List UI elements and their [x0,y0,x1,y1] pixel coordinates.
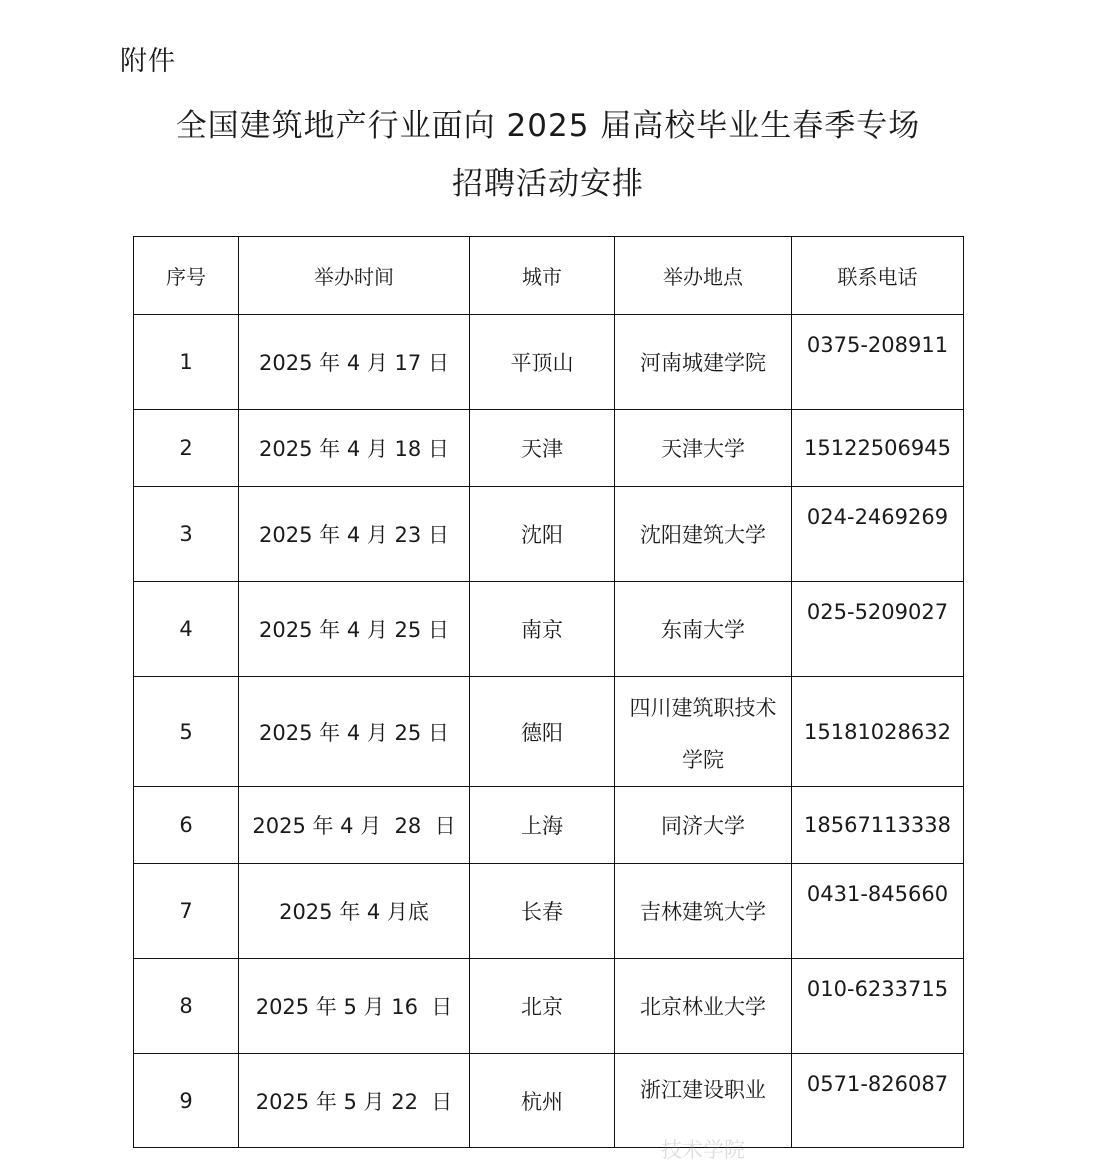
row-venue: 同济大学 [615,787,792,864]
row-date: 2025 年 4 月 25 日 [239,582,470,677]
row-phone: 0375-208911 [792,315,964,410]
row-phone: 010-6233715 [792,959,964,1054]
row-no: 3 [134,487,239,582]
venue-line-2: 技术学院 [661,1138,745,1162]
row-venue: 东南大学 [615,582,792,677]
table-header-row [134,237,964,315]
table-row [134,1054,964,1148]
row-venue: 天津大学 [615,410,792,487]
row-date: 2025 年 4 月底 [239,864,470,959]
header-phone: 联系电话 [792,237,964,315]
row-date: 2025 年 4 月 28 日 [239,787,470,864]
row-no: 7 [134,864,239,959]
document-title-line-1: 全国建筑地产行业面向 2025 届高校毕业生春季专场 [175,108,921,144]
table-row [134,787,964,864]
row-no: 2 [134,410,239,487]
row-date: 2025 年 4 月 18 日 [239,410,470,487]
header-no: 序号 [134,237,239,315]
row-date: 2025 年 4 月 17 日 [239,315,470,410]
venue-clip [615,1054,791,1162]
row-date: 2025 年 5 月 22 日 [239,1054,470,1148]
row-city: 南京 [470,582,615,677]
row-city: 长春 [470,864,615,959]
row-no: 5 [134,677,239,787]
row-city: 北京 [470,959,615,1054]
table-row [134,864,964,959]
table-row [134,410,964,487]
row-city: 上海 [470,787,615,864]
venue-line-1: 浙江建设职业 [640,1078,766,1102]
venue-line-2: 学院 [682,747,724,772]
header-city: 城市 [470,237,615,315]
row-phone: 025-5209027 [792,582,964,677]
row-phone: 024-2469269 [792,487,964,582]
attachment-label: 附件 [120,46,176,77]
table-row [134,677,964,787]
venue-line-1: 四川建筑职技术 [629,695,777,720]
row-city: 沈阳 [470,487,615,582]
table-row [134,487,964,582]
row-venue: 沈阳建筑大学 [615,487,792,582]
row-phone: 15122506945 [792,410,964,487]
row-no: 6 [134,787,239,864]
row-phone: 18567113338 [792,787,964,864]
row-date: 2025 年 4 月 23 日 [239,487,470,582]
row-venue: 吉林建筑大学 [615,864,792,959]
row-city: 杭州 [470,1054,615,1148]
row-phone: 0571-826087 [792,1054,964,1148]
row-no: 4 [134,582,239,677]
row-no: 9 [134,1054,239,1148]
row-city: 天津 [470,410,615,487]
row-phone: 15181028632 [792,677,964,787]
schedule-table [133,236,964,1162]
row-venue: 北京林业大学 [615,959,792,1054]
header-date: 举办时间 [239,237,470,315]
table-row [134,959,964,1054]
header-venue: 举办地点 [615,237,792,315]
table-row [134,582,964,677]
table-row [134,315,964,410]
row-date: 2025 年 5 月 16 日 [239,959,470,1054]
row-city: 德阳 [470,677,615,787]
row-venue [615,1054,792,1162]
row-date: 2025 年 4 月 25 日 [239,677,470,787]
document-title-line-2: 招聘活动安排 [452,166,644,202]
row-city: 平顶山 [470,315,615,410]
row-no: 1 [134,315,239,410]
row-venue: 河南城建学院 [615,315,792,410]
row-no: 8 [134,959,239,1054]
row-venue [615,677,792,787]
row-phone: 0431-845660 [792,864,964,959]
